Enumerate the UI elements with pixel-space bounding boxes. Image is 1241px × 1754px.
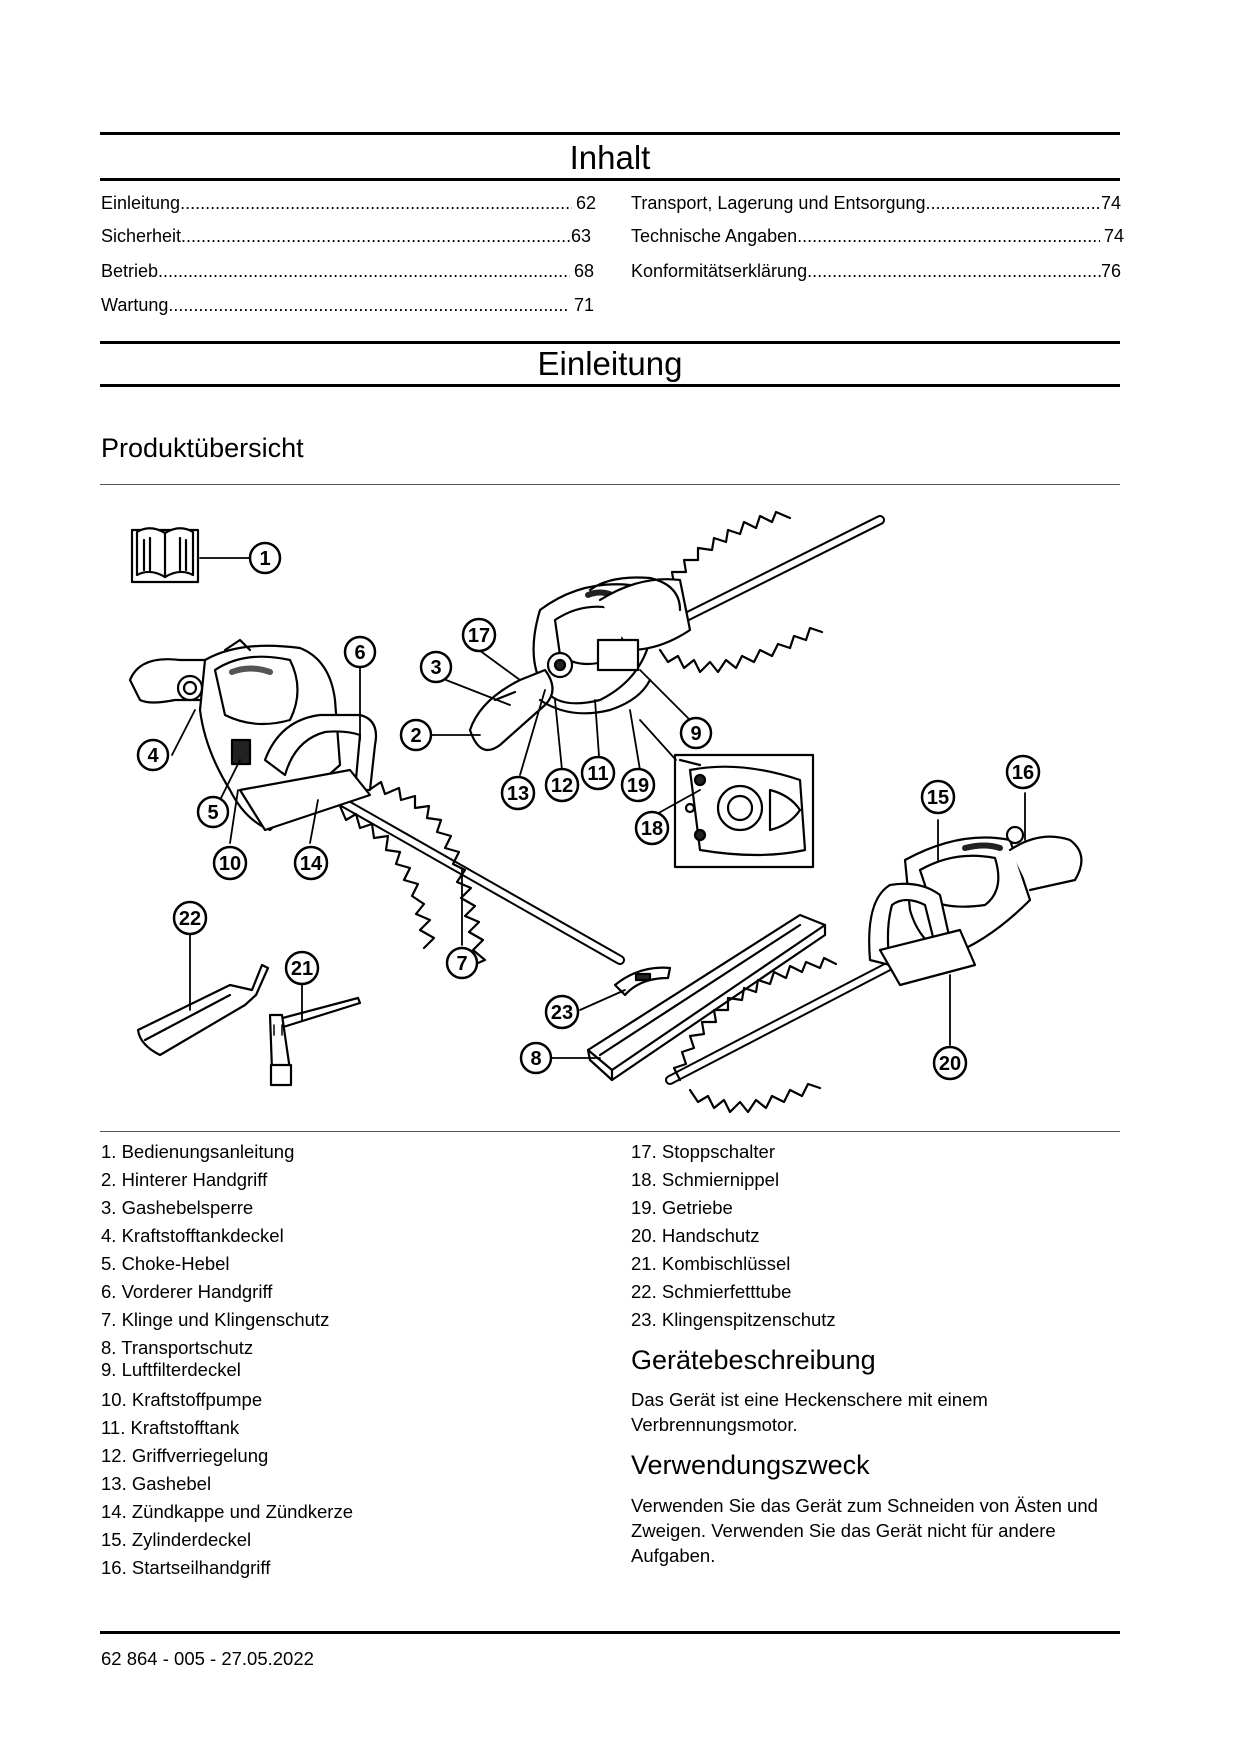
legend-rule — [100, 1131, 1120, 1132]
callout-8 — [521, 1043, 551, 1073]
svg-text:9: 9 — [690, 723, 702, 745]
list-item: 18. Schmiernippel — [631, 1169, 780, 1190]
grease-tube — [138, 965, 268, 1055]
callout-20 — [934, 1047, 966, 1079]
hedge-trimmer-rear-view — [467, 512, 880, 750]
section-title: Einleitung — [537, 345, 683, 382]
list-item: 3. Gashebelsperre — [101, 1197, 254, 1218]
svg-text:18: 18 — [640, 818, 664, 840]
callout-1 — [250, 543, 280, 573]
list-item: 5. Choke-Hebel — [101, 1253, 230, 1274]
list-item: 8. Transportschutz — [101, 1337, 254, 1358]
svg-text:13: 13 — [506, 783, 530, 805]
list-item: 6. Vorderer Handgriff — [101, 1281, 273, 1302]
svg-text:11: 11 — [587, 763, 609, 785]
parts-list-right — [631, 1138, 836, 1334]
callout-3 — [421, 652, 451, 682]
list-item: 2. Hinterer Handgriff — [101, 1169, 268, 1190]
list-item: 4. Kraftstofftankdeckel — [101, 1225, 284, 1246]
list-item: 23. Klingenspitzenschutz — [631, 1309, 836, 1330]
list-item: 12. Griffverriegelung — [101, 1445, 269, 1466]
toc-entry[interactable]: Einleitung ..... 62 — [101, 192, 596, 214]
callout-13 — [502, 777, 534, 809]
list-item: 14. Zündkappe und Zündkerze — [101, 1501, 353, 1522]
description-heading: Gerätebeschreibung — [631, 1345, 876, 1375]
callout-5 — [198, 797, 228, 827]
manual-book-icon — [132, 528, 198, 582]
callout-14 — [295, 847, 327, 879]
callout-2 — [401, 720, 431, 750]
list-item: 19. Getriebe — [631, 1197, 733, 1218]
callout-12 — [546, 769, 578, 801]
description-text: Das Gerät ist eine Heckenschere mit einem Verbrennungsmotor. — [631, 1389, 988, 1435]
list-item: 11. Kraftstofftank — [101, 1417, 240, 1438]
svg-text:17: 17 — [467, 625, 491, 647]
svg-text:7: 7 — [456, 953, 468, 975]
callout-15 — [922, 781, 954, 813]
svg-text:19: 19 — [626, 775, 650, 797]
svg-text:14: 14 — [299, 853, 323, 875]
svg-text:10: 10 — [218, 853, 242, 875]
list-item: 10. Kraftstoffpumpe — [101, 1389, 263, 1410]
svg-text:16: 16 — [1011, 762, 1035, 784]
transport-guard — [588, 915, 825, 1080]
footer-rule — [100, 1631, 1120, 1634]
gearbox-detail-inset — [675, 755, 813, 867]
list-item: 22. Schmierfetttube — [631, 1281, 792, 1302]
svg-text:21: 21 — [290, 958, 314, 980]
callout-22 — [174, 902, 206, 934]
toc-entry[interactable]: Betrieb ..... 68 — [101, 260, 594, 282]
toc-entry[interactable]: Konformitätserklärung ..... 76 — [631, 260, 1121, 282]
list-item: 7. Klinge und Klingenschutz — [101, 1309, 330, 1330]
list-item: 15. Zylinderdeckel — [101, 1529, 252, 1550]
callout-21 — [286, 952, 318, 984]
callout-18 — [636, 812, 668, 844]
callout-19 — [622, 769, 654, 801]
list-item: 9. Luftfilterdeckel — [101, 1359, 241, 1380]
svg-text:20: 20 — [938, 1053, 962, 1075]
callout-10 — [214, 847, 246, 879]
toc-title: Inhalt — [569, 139, 651, 176]
svg-text:5: 5 — [207, 802, 219, 824]
svg-text:6: 6 — [354, 642, 366, 664]
svg-text:8: 8 — [530, 1048, 542, 1070]
combination-wrench — [270, 998, 360, 1085]
callout-16 — [1007, 756, 1039, 788]
list-item: 1. Bedienungsanleitung — [101, 1141, 295, 1162]
callout-9 — [681, 718, 711, 748]
callout-17 — [463, 619, 495, 651]
svg-text:22: 22 — [178, 908, 202, 930]
list-item: 21. Kombischlüssel — [631, 1253, 791, 1274]
toc-entry[interactable]: Technische Angaben ..... 74 — [631, 225, 1124, 247]
list-item: 20. Handschutz — [631, 1225, 760, 1246]
toc-entry[interactable]: Sicherheit ..... 63 — [101, 225, 591, 247]
footer-page-info: 62 864 - 005 - 27.05.2022 — [101, 1648, 314, 1669]
svg-text:23: 23 — [550, 1002, 574, 1024]
parts-list-left — [101, 1138, 353, 1582]
callout-7 — [447, 948, 477, 978]
svg-text:12: 12 — [550, 775, 574, 797]
callout-4 — [138, 740, 168, 770]
svg-text:2: 2 — [410, 725, 422, 747]
list-item: 17. Stoppschalter — [631, 1141, 775, 1162]
callout-6 — [345, 637, 375, 667]
overview-title: Produktübersicht — [101, 433, 304, 463]
callout-11 — [582, 757, 614, 789]
toc-entry[interactable]: Transport, Lagerung und Entsorgung ..... 74 — [631, 192, 1121, 214]
intended-use-text: Verwenden Sie das Gerät zum Schneiden von Ästen und Zweigen. Verwenden Sie das Gerät nicht für andere Aufgaben. — [631, 1495, 1098, 1566]
toc-entry[interactable]: Wartung ..... 71 — [101, 294, 594, 316]
svg-text:3: 3 — [430, 657, 442, 679]
callout-23 — [546, 996, 578, 1028]
list-item: 13. Gashebel — [101, 1473, 212, 1494]
svg-text:1: 1 — [259, 548, 271, 570]
svg-text:4: 4 — [147, 745, 159, 767]
intended-use-heading: Verwendungszweck — [631, 1450, 870, 1480]
list-item: 16. Startseilhandgriff — [101, 1557, 271, 1578]
svg-text:15: 15 — [926, 787, 950, 809]
